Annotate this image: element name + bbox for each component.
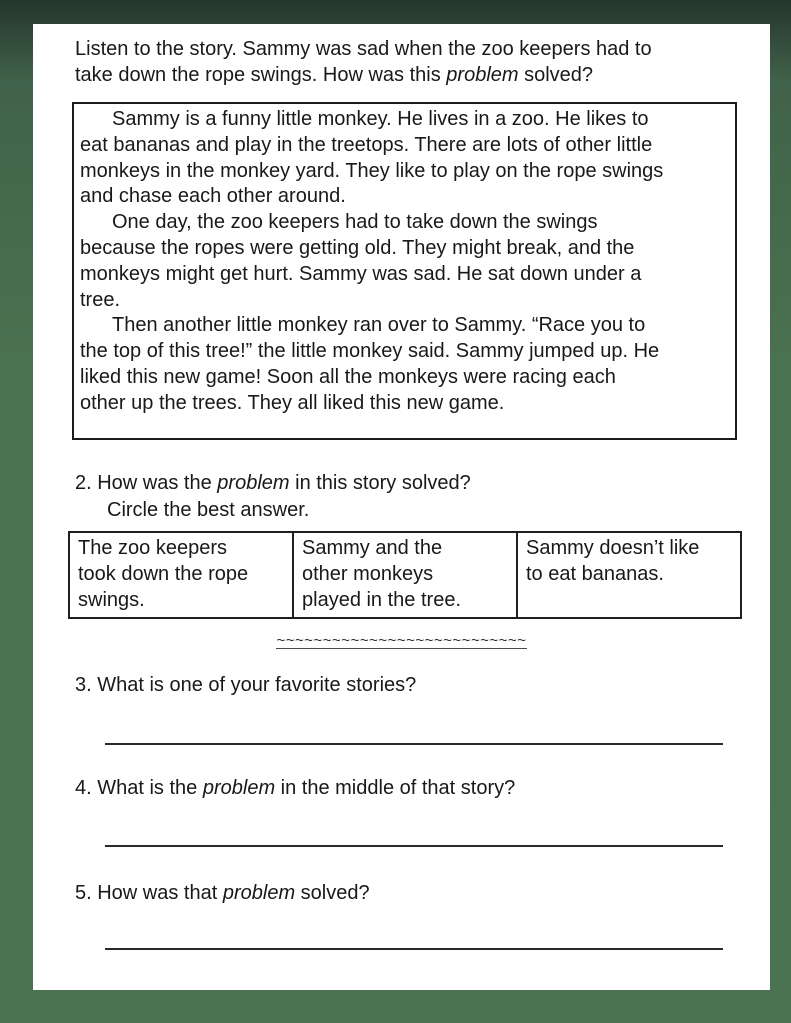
question-5-post: solved? [295, 882, 370, 904]
story-line: monkeys might get hurt. Sammy was sad. He sat down under a [80, 262, 642, 285]
instruction-line-2-post: solved? [518, 64, 594, 86]
question-5-pre: 5. How was that [75, 882, 223, 904]
story-line: and chase each other around. [80, 185, 346, 208]
answer-blank-q3[interactable] [105, 743, 723, 745]
answer-option-3-line: to eat bananas. [526, 563, 664, 585]
answer-option-2-line: other monkeys [302, 563, 434, 585]
question-2-problem-italic: problem [217, 472, 290, 494]
story-line: because the ropes were getting old. They might break, and the [80, 236, 635, 259]
question-2 [75, 470, 735, 524]
question-2-directions: Circle the best answer. [107, 499, 310, 521]
story-paragraph-2 [80, 210, 731, 313]
story-line: One day, the zoo keepers had to take down the swings [112, 211, 598, 234]
question-3-text: 3. What is one of your favorite stories? [75, 674, 417, 696]
instruction-line-2 [75, 62, 755, 88]
answer-blank-q4[interactable] [105, 845, 723, 847]
question-5-problem-italic: problem [222, 882, 296, 904]
answer-option-3[interactable] [516, 533, 740, 617]
answer-option-1[interactable] [70, 533, 292, 617]
answer-blank-q5[interactable] [105, 948, 723, 950]
instruction-line-1 [75, 36, 755, 62]
question-4-post: in the middle of that story? [275, 777, 516, 799]
story-paragraph-1 [80, 107, 731, 210]
story-line: liked this new game! Soon all the monkeys were racing each [80, 365, 616, 388]
question-4 [75, 775, 515, 801]
answer-option-2-line: played in the tree. [302, 589, 461, 611]
worksheet-page [33, 24, 770, 990]
question-4-problem-italic: problem [202, 777, 276, 799]
answer-choice-table [68, 531, 742, 619]
answer-option-2[interactable] [292, 533, 516, 617]
instruction-line-2-pre: take down the rope swings. How was this [75, 64, 447, 86]
answer-option-2-line: Sammy and the [302, 537, 443, 559]
story-line: eat bananas and play in the treetops. There are lots of other little [80, 133, 653, 156]
question-5 [75, 880, 370, 906]
answer-option-1-line: The zoo keepers [78, 537, 227, 559]
story-line: the top of this tree!” the little monkey said. Sammy jumped up. He [80, 340, 660, 363]
story-line: Then another little monkey ran over to Sammy. “Race you to [112, 314, 646, 337]
answer-option-3-line: Sammy doesn’t like [526, 537, 700, 559]
section-divider [33, 632, 770, 650]
instruction-text [75, 36, 755, 88]
story-box [72, 102, 737, 440]
story-line: Sammy is a funny little monkey. He lives in a zoo. He likes to [112, 108, 649, 130]
story-line: other up the trees. They all liked this new game. [80, 391, 505, 414]
question-2-pre: 2. How was the [75, 472, 218, 494]
instruction-problem-italic: problem [446, 64, 519, 86]
question-2-line-1 [75, 470, 735, 497]
instruction-line-1-text: Listen to the story. Sammy was sad when the zoo keepers had to [75, 38, 652, 60]
story-line: monkeys in the monkey yard. They like to play on the rope swings [80, 159, 664, 182]
question-3 [75, 672, 416, 698]
story-line: tree. [80, 288, 121, 311]
squiggle-divider-text: ~~~~~~~~~~~~~~~~~~~~~~~~~~~ [276, 632, 527, 649]
question-4-pre: 4. What is the [75, 777, 203, 799]
answer-option-1-line: took down the rope [78, 563, 249, 585]
question-2-post: in this story solved? [289, 472, 471, 494]
story-paragraph-3 [80, 313, 731, 416]
answer-option-1-line: swings. [78, 589, 145, 611]
